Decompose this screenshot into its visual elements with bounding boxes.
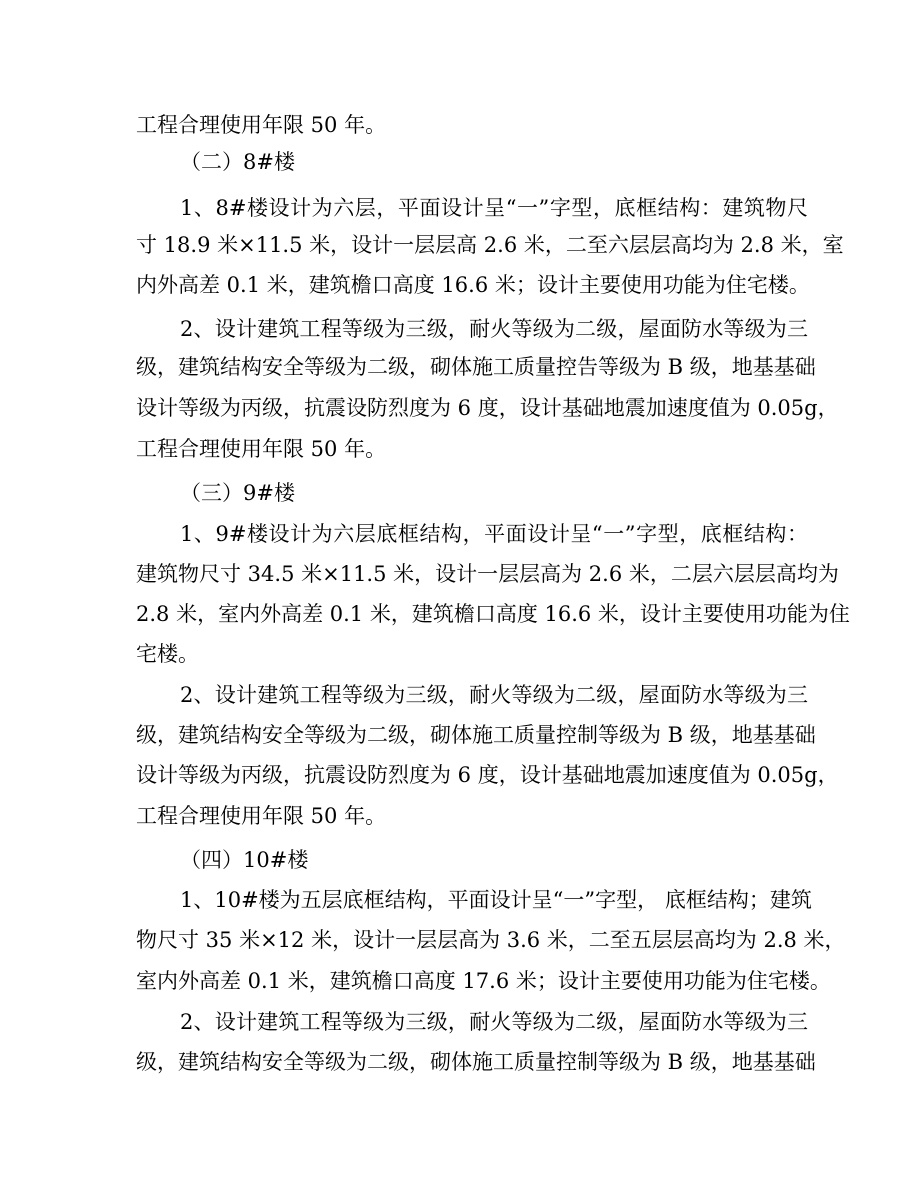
text-line: 内外高差 0.1 米，建筑檐口高度 16.6 米；设计主要使用功能为住宅楼。 — [136, 273, 810, 297]
text-line: 级，建筑结构安全等级为二级，砌体施工质量控告等级为 B 级，地基基础 — [136, 355, 816, 379]
text-line: 设计等级为丙级，抗震设防烈度为 6 度，设计基础地震加速度值为 0.05g， — [136, 763, 839, 787]
text-line: 建筑物尺寸 34.5 米×11.5 米，设计一层层高为 2.6 米，二层六层层高均为 — [136, 562, 839, 586]
text-line: 工程合理使用年限 50 年。 — [136, 113, 387, 137]
text-line: 工程合理使用年限 50 年。 — [136, 804, 387, 828]
text-line: 寸 18.9 米×11.5 米，设计一层层高 2.6 米，二至六层层高均为 2.8 米，室 — [136, 233, 844, 257]
text-line: 工程合理使用年限 50 年。 — [136, 437, 387, 461]
text-line: 1、8#楼设计为六层，平面设计呈“一”字型，底框结构：建筑物尺 — [180, 196, 808, 220]
text-line: 宅楼。 — [136, 642, 199, 666]
section-heading-building-8: （二）8#楼 — [180, 150, 295, 174]
text-line: 2、设计建筑工程等级为三级，耐火等级为二级，屋面防水等级为三 — [180, 683, 808, 707]
text-line: 设计等级为丙级，抗震设防烈度为 6 度，设计基础地震加速度值为 0.05g， — [136, 396, 839, 420]
text-line: 级，建筑结构安全等级为二级，砌体施工质量控制等级为 B 级，地基基础 — [136, 1050, 816, 1074]
text-line: 2.8 米，室内外高差 0.1 米，建筑檐口高度 16.6 米，设计主要使用功能为住 — [136, 602, 850, 626]
text-line: 2、设计建筑工程等级为三级，耐火等级为二级，屋面防水等级为三 — [180, 317, 808, 341]
text-line: 2、设计建筑工程等级为三级，耐火等级为二级，屋面防水等级为三 — [180, 1010, 808, 1034]
text-line: 1、10#楼为五层底框结构，平面设计呈“一”字型， 底框结构；建筑 — [180, 888, 812, 912]
section-heading-building-9: （三）9#楼 — [180, 481, 295, 505]
text-line: 室内外高差 0.1 米，建筑檐口高度 17.6 米；设计主要使用功能为住宅楼。 — [136, 969, 831, 993]
text-line: 1、9#楼设计为六层底框结构，平面设计呈“一”字型，底框结构： — [180, 522, 808, 546]
text-line: 级，建筑结构安全等级为二级，砌体施工质量控制等级为 B 级，地基基础 — [136, 723, 816, 747]
section-heading-building-10: （四）10#楼 — [180, 848, 309, 872]
text-line: 物尺寸 35 米×12 米，设计一层层高为 3.6 米，二至五层层高均为 2.8 米， — [136, 928, 846, 952]
